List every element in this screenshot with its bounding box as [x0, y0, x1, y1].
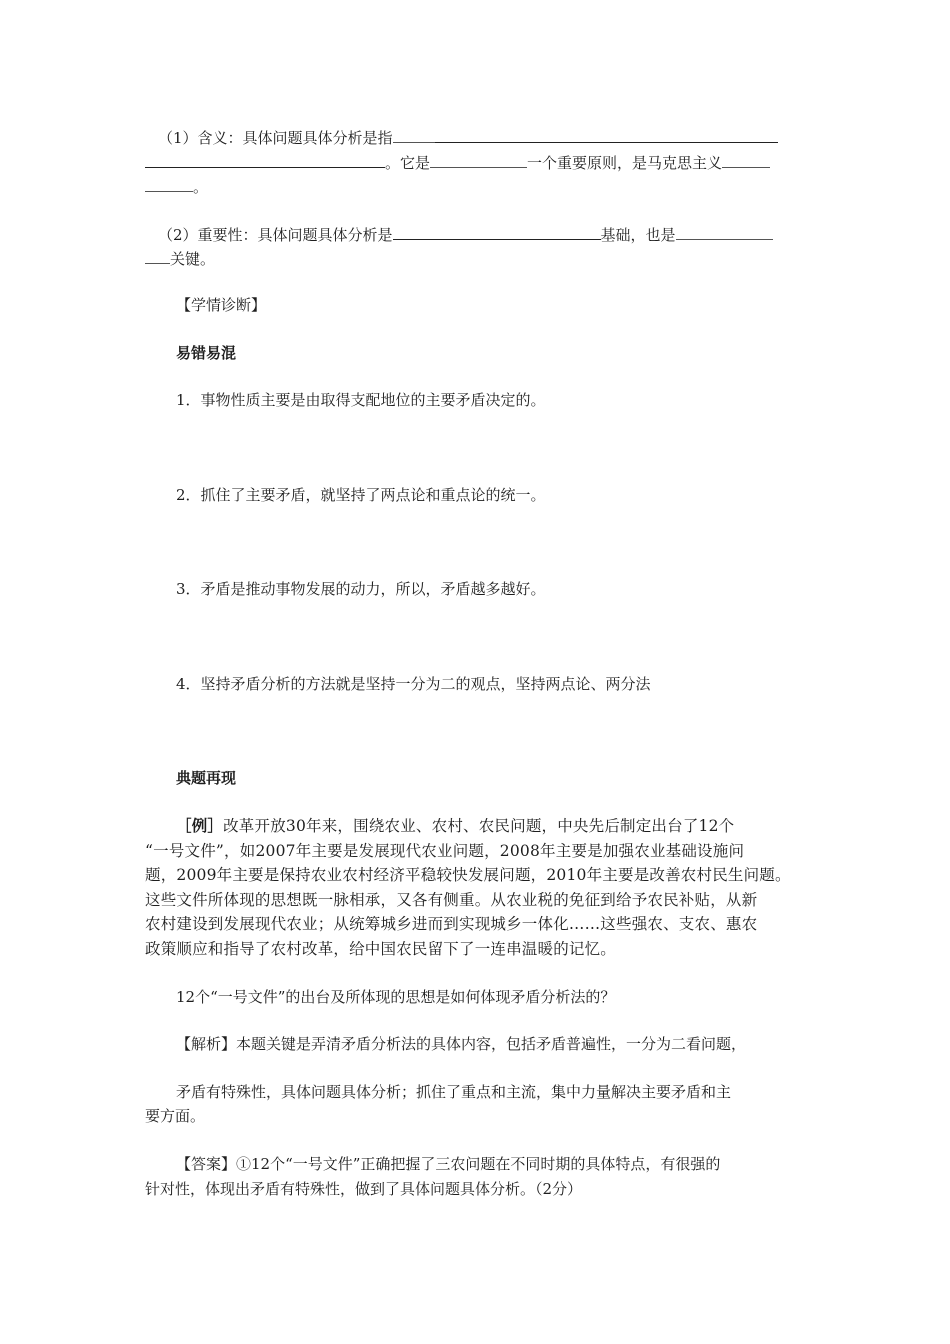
fill-blank — [145, 152, 385, 168]
error-item-2: 2．抓住了主要矛盾，就坚持了两点论和重点论的统一。 — [176, 486, 546, 504]
section-examples-heading: 典题再现 — [176, 769, 237, 787]
fill-blank — [676, 224, 773, 240]
error-item-4: 4．坚持矛盾分析的方法就是坚持一分为二的观点，坚持两点论、两分法 — [176, 675, 651, 693]
error-item-1: 1．事物性质主要是由取得支配地位的主要矛盾决定的。 — [176, 391, 546, 409]
analysis-line-2: 矛盾有特殊性，具体问题具体分析；抓住了重点和主流，集中力量解决主要矛盾和主 — [176, 1083, 732, 1101]
example-line-3: 题，2009年主要是保持农业农村经济平稳较快发展问题，2010年主要是改善农村民生问题。 — [145, 866, 791, 884]
fill-blank — [435, 127, 778, 143]
example-line-5: 农村建设到发展现代农业；从统筹城乡进而到实现城乡一体化……这些强农、支农、惠农 — [145, 915, 758, 933]
example-paragraph — [145, 814, 825, 961]
answer-line-2: 针对性，体现出矛盾有特殊性，做到了具体问题具体分析。（2分） — [145, 1180, 583, 1198]
q1-line-3 — [145, 176, 208, 197]
q1-end: 。 — [193, 178, 209, 196]
example-line-6: 政策顺应和指导了农村改革，给中国农民留下了一连串温暖的记忆。 — [145, 939, 617, 958]
fill-blank — [145, 248, 170, 264]
q2-mid: 基础，也是 — [600, 226, 676, 244]
example-line-2: “一号文件”，如2007年主要是发展现代农业问题，2008年主要是加强农业基础设施问 — [145, 841, 745, 860]
q1-line-2 — [145, 152, 770, 173]
question-text: 12个“一号文件”的出台及所体现的思想是如何体现矛盾分析法的？ — [176, 988, 616, 1006]
q1-mid: 。它是 — [385, 154, 431, 172]
fill-blank — [145, 176, 193, 192]
fill-blank — [393, 224, 601, 240]
q1-mid2: 一个重要原则，是马克思主义 — [527, 154, 723, 172]
q2-end: 关键。 — [170, 250, 216, 268]
q2-prefix: （2）重要性：具体问题具体分析是 — [158, 226, 393, 244]
example-tag: ［例］ — [176, 816, 224, 835]
analysis-line-3: 要方面。 — [145, 1107, 206, 1125]
q2-line-1 — [158, 224, 773, 245]
answer-line-1: 【答案】①12个“一号文件”正确把握了三农问题在不同时期的具体特点，有很强的 — [176, 1155, 721, 1173]
example-line-4: 这些文件所体现的思想既一脉相承，又各有侧重。从农业税的免征到给予农民补贴，从新 — [145, 890, 758, 909]
section-diagnosis-heading: 【学情诊断】 — [176, 296, 267, 314]
q1-line-1 — [158, 127, 778, 148]
error-item-3: 3．矛盾是推动事物发展的动力，所以，矛盾越多越好。 — [176, 580, 546, 598]
fill-blank — [430, 152, 527, 168]
section-errors-heading: 易错易混 — [176, 344, 237, 362]
q1-prefix: （1）含义：具体问题具体分析是指 — [158, 129, 393, 147]
q2-line-2 — [145, 248, 215, 269]
example-line-1: ［例］改革开放30年来，围绕农业、农村、农民问题，中央先后制定出台了12个 — [176, 816, 735, 835]
fill-blank — [393, 127, 435, 143]
fill-blank — [722, 152, 770, 168]
analysis-line-1: 【解析】本题关键是弄清矛盾分析法的具体内容，包括矛盾普遍性，一分为二看问题， — [176, 1035, 747, 1053]
